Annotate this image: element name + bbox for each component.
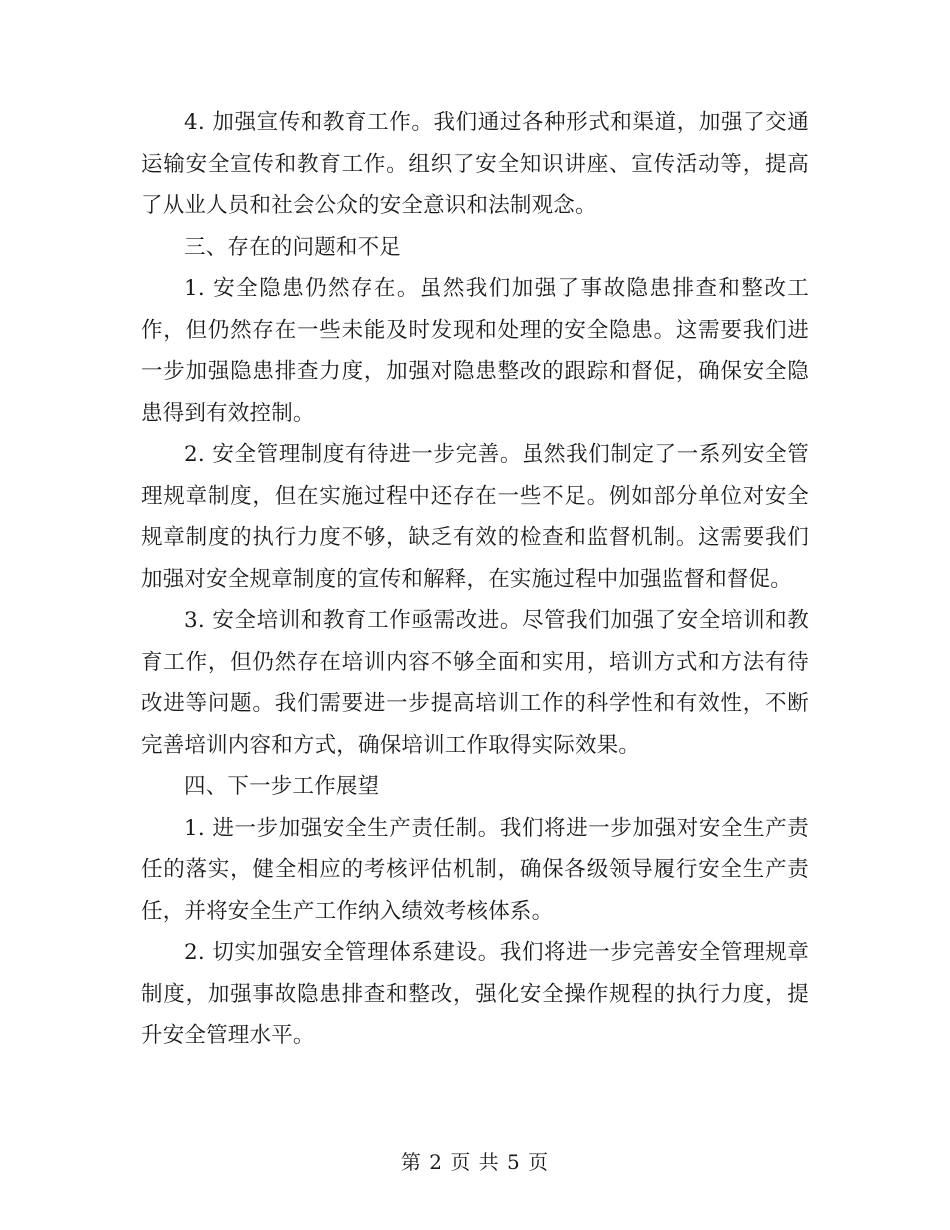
paragraph-publicity-education: 4. 加强宣传和教育工作。我们通过各种形式和渠道，加强了交通运输安全宣传和教育工作。组织了安全知识讲座、宣传活动等，提高了从业人员和社会公众的安全意识和法制观念。	[141, 110, 809, 218]
section-heading-outlook: 四、下一步工作展望	[184, 774, 380, 799]
section-heading-problems: 三、存在的问题和不足	[184, 234, 402, 260]
paragraph-management-system: 2. 安全管理制度有待进一步完善。虽然我们制定了一系列安全管理规章制度，但在实施过程中还存在一些不足。例如部分单位对安全规章制度的执行力度不够，缺乏有效的检查和监督机制。这需要我们加强对安全规章制度的宣传和解释，在实施过程中加强监督和督促。	[141, 442, 809, 592]
paragraph-management-building: 2. 切实加强安全管理体系建设。我们将进一步完善安全管理规章制度，加强事故隐患排查和整改，强化安全操作规程的执行力度，提升安全管理水平。	[141, 940, 809, 1048]
paragraph-training: 3. 安全培训和教育工作亟需改进。尽管我们加强了安全培训和教育工作，但仍然存在培训内容不够全面和实用，培训方式和方法有待改进等问题。我们需要进一步提高培训工作的科学性和有效性，不断完善培训内容和方式，确保培训工作取得实际效果。	[141, 608, 809, 758]
paragraph-hazards: 1. 安全隐患仍然存在。虽然我们加强了事故隐患排查和整改工作，但仍然存在一些未能及时发现和处理的安全隐患。这需要我们进一步加强隐患排查力度，加强对隐患整改的跟踪和督促，确保安全隐患得到有效控制。	[141, 276, 809, 426]
paragraph-responsibility: 1. 进一步加强安全生产责任制。我们将进一步加强对安全生产责任的落实，健全相应的考核评估机制，确保各级领导履行安全生产责任，并将安全生产工作纳入绩效考核体系。	[141, 815, 809, 924]
document-body	[141, 102, 809, 1057]
page-number-footer: 第 2 页 共 5 页	[400, 1150, 550, 1174]
